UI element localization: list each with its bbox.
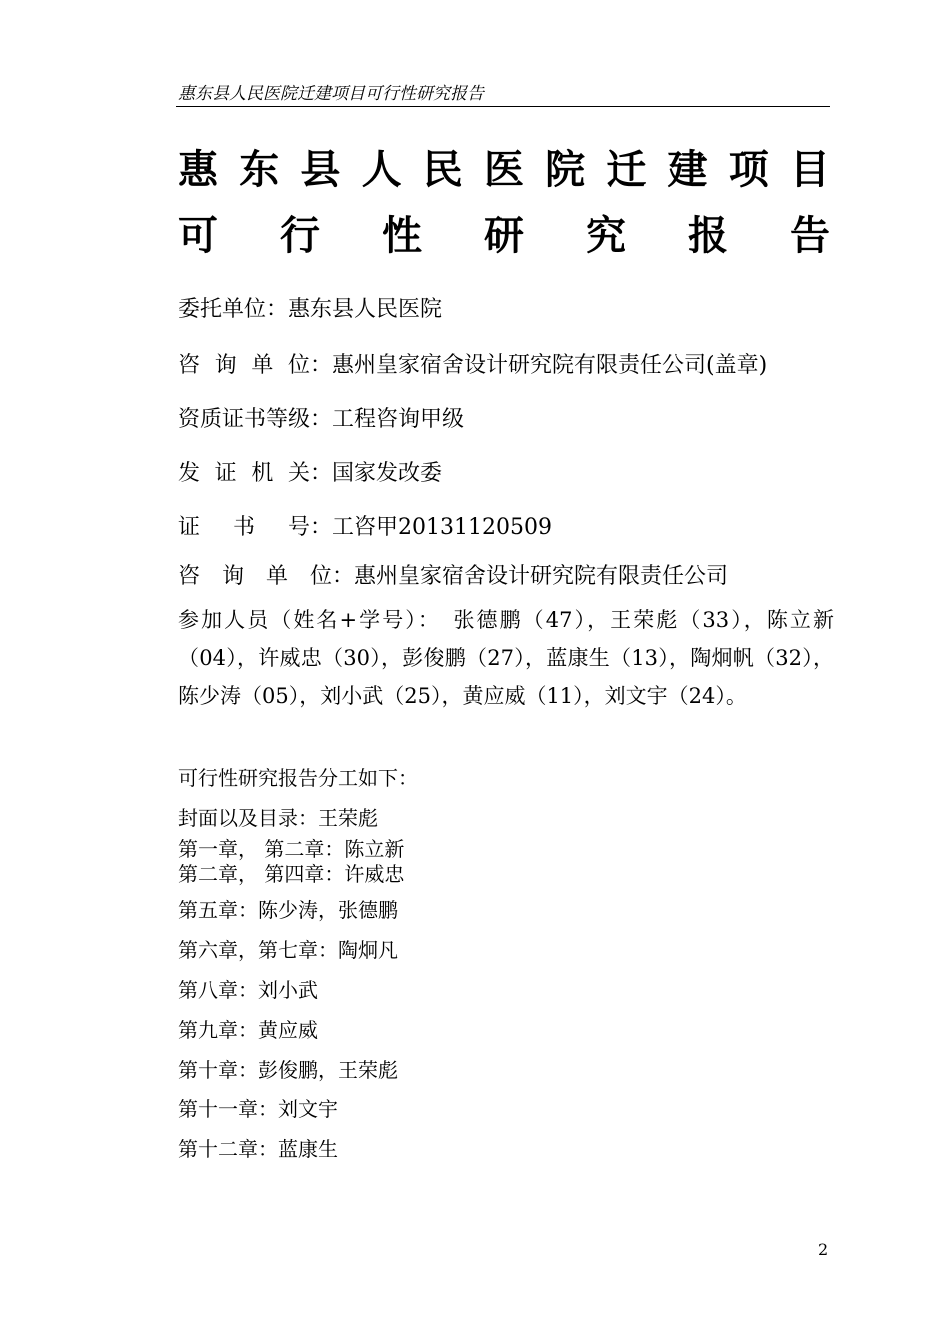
issuer-label	[178, 459, 332, 489]
division-item: 第一章， 第二章：陈立新	[178, 837, 405, 861]
title-line-2	[178, 212, 830, 260]
header-rule	[176, 106, 830, 107]
qualification-row	[178, 405, 838, 435]
title-char: 民	[422, 146, 463, 193]
label-char: 机	[251, 461, 274, 486]
label-char: 书	[232, 515, 255, 540]
label-char: 号：	[287, 515, 332, 540]
division-item: 第六章，第七章：陶炯凡	[178, 938, 398, 962]
division-item: 第八章：刘小武	[178, 978, 318, 1002]
title-char: 可	[178, 212, 218, 259]
client-value: 惠东县人民医院	[288, 297, 443, 322]
qualification-value: 工程咨询甲级	[332, 407, 465, 432]
title-char: 院	[545, 146, 586, 193]
label-char: 咨	[178, 353, 201, 378]
division-item: 第二章， 第四章：许威忠	[178, 862, 405, 886]
consultant-label	[178, 351, 332, 381]
label-char: 单	[265, 564, 288, 589]
participants-paragraph: 参加人员（姓名+学号）： 张德鹏（47），王荣彪（33），陈立新（04），许威忠（30），彭俊鹏（27），蓝康生（13），陶炯帆（32），陈少涛（05），刘小武（25），黄应威（11），刘文宇（24）。	[178, 608, 834, 708]
division-item: 封面以及目录：王荣彪	[178, 806, 378, 830]
title-char: 人	[361, 146, 402, 193]
consultant2-label	[178, 562, 354, 592]
label-char: 询	[221, 564, 244, 589]
title-char: 报	[688, 212, 728, 259]
title-char: 行	[280, 212, 320, 259]
label-char: 发	[178, 461, 201, 486]
client-label: 委托单位：	[178, 297, 289, 322]
title-char: 迁	[606, 146, 647, 193]
division-item: 第五章：陈少涛，张德鹏	[178, 898, 398, 922]
title-char: 县	[300, 146, 341, 193]
consultant2-row	[178, 562, 838, 592]
client-row	[178, 295, 838, 325]
consultant-value: 惠州皇家宿舍设计研究院有限责任公司(盖章)	[332, 353, 768, 378]
title-line-1	[178, 146, 830, 194]
label-char: 位：	[309, 564, 354, 589]
issuer-row	[178, 459, 838, 489]
certificate-row	[178, 513, 838, 543]
label-char: 证	[214, 461, 237, 486]
division-item: 第九章：黄应威	[178, 1018, 318, 1042]
title-char: 东	[239, 146, 280, 193]
label-char: 询	[214, 353, 237, 378]
consultant2-value: 惠州皇家宿舍设计研究院有限责任公司	[354, 564, 729, 589]
consultant-row	[178, 351, 838, 381]
label-char: 证	[178, 515, 201, 540]
division-item: 第十一章：刘文宇	[178, 1097, 338, 1121]
division-heading: 可行性研究报告分工如下：	[178, 766, 418, 790]
qualification-label: 资质证书等级：	[178, 407, 333, 432]
title-char: 医	[483, 146, 524, 193]
running-header: 惠东县人民医院迁建项目可行性研究报告	[178, 84, 484, 104]
certificate-label	[178, 513, 332, 543]
label-char: 关：	[287, 461, 332, 486]
division-item: 第十二章：蓝康生	[178, 1137, 338, 1161]
title-char: 告	[790, 212, 830, 259]
certificate-value: 工咨甲20131120509	[332, 515, 552, 540]
issuer-value: 国家发改委	[332, 461, 443, 486]
title-char: 惠	[178, 146, 218, 193]
title-char: 建	[667, 146, 708, 193]
title-char: 目	[789, 146, 830, 193]
title-char: 研	[484, 212, 524, 259]
division-item: 第十章：彭俊鹏，王荣彪	[178, 1058, 398, 1082]
label-char: 位：	[287, 353, 332, 378]
title-char: 究	[586, 212, 626, 259]
title-char: 项	[728, 146, 769, 193]
label-char: 单	[251, 353, 274, 378]
label-char: 咨	[178, 564, 201, 589]
page-number: 2	[818, 1240, 829, 1259]
title-char: 性	[382, 212, 422, 259]
